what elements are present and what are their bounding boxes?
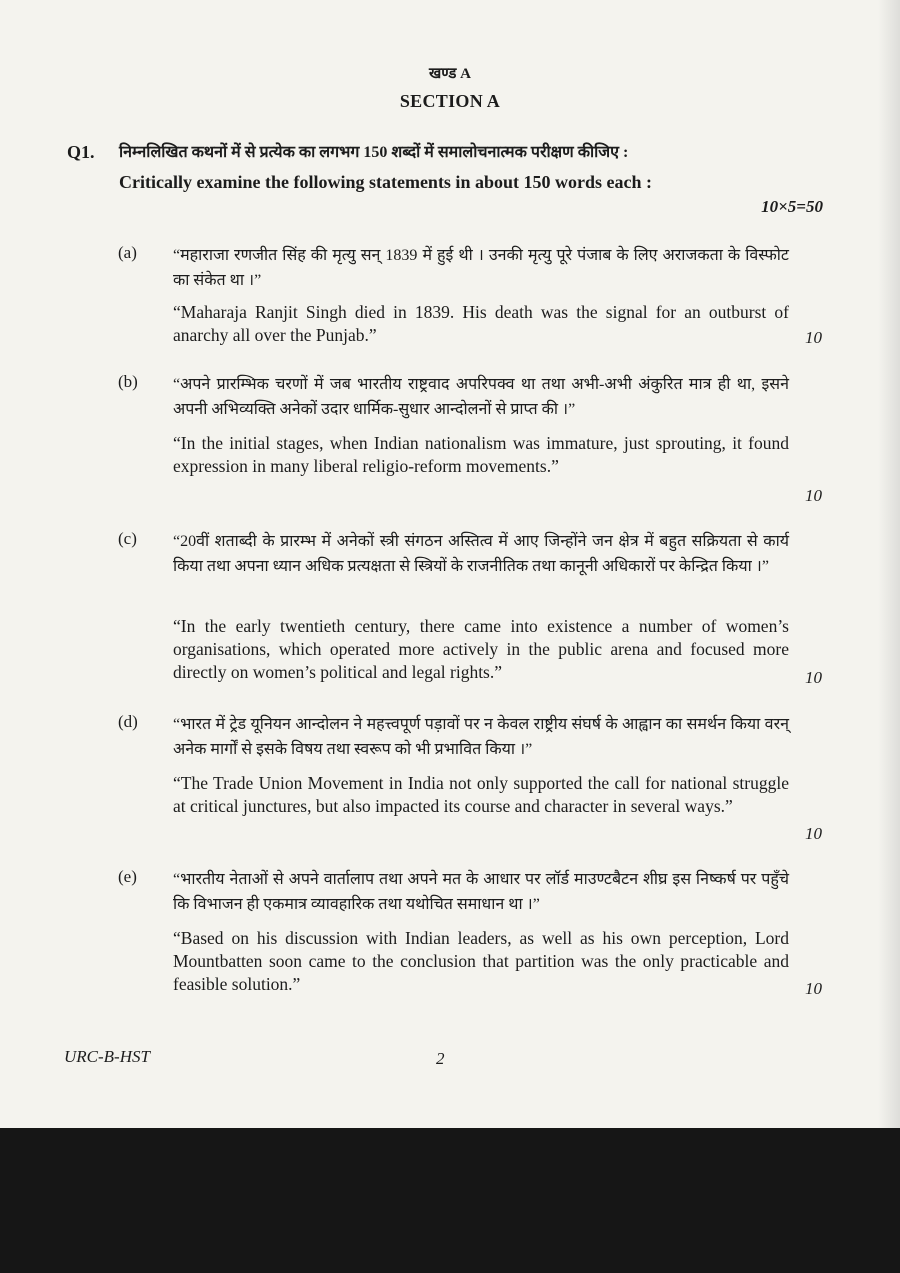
section-title-english: SECTION A xyxy=(399,91,501,111)
question-number: Q1. xyxy=(67,142,95,162)
scan-background xyxy=(0,1128,900,1273)
section-title-hindi: खण्ड A xyxy=(428,66,471,82)
statement-hindi: “20वीं शताब्दी के प्रारम्भ में अनेकों स्त्री संगठन अस्तित्व में आए जिन्होंने जन क्षेत्र में बहुत सक्रियता से कार्य किया तथा अपना ध्यान अधिक प्रत्यक्षता से स्त्रियों के राजनीतिक तथा कानूनी अधिकारों पर केन्द्रित किया ।” xyxy=(173,533,789,575)
statement-marks: 10 xyxy=(805,824,822,843)
paper-code: URC-B-HST xyxy=(64,1047,150,1066)
statement-hindi: “भारतीय नेताओं से अपने वार्तालाप तथा अपने मत के आधार पर लॉर्ड माउण्टबैटन शीघ्र इस निष्कर्ष पर पहुँचे कि विभाजन ही एकमात्र व्यावहारिक तथा यथोचित समाधान था ।” xyxy=(173,871,789,913)
question-marks: 10×5=50 xyxy=(761,197,823,216)
statement-english: “The Trade Union Movement in India not only supported the call for national struggle at critical junctures, but also impacted its course and character in several ways.” xyxy=(173,773,789,816)
statement-marks: 10 xyxy=(805,979,822,998)
statement-marks: 10 xyxy=(805,668,822,687)
statement-hindi: “महाराजा रणजीत सिंह की मृत्यु सन् 1839 में हुई थी । उनकी मृत्यु पूरे पंजाब के लिए अराजकता के विस्फोट का संकेत था ।” xyxy=(173,247,789,289)
question-instruction-english: Critically examine the following statements in about 150 words each : xyxy=(119,172,652,192)
statement-english: “Based on his discussion with Indian leaders, as well as his own perception, Lord Mountbatten soon came to the conclusion that partition was the only practicable and feasible solution.” xyxy=(173,928,789,994)
statement-marks: 10 xyxy=(805,486,822,505)
page-number: 2 xyxy=(436,1049,445,1068)
statement-marks: 10 xyxy=(805,328,822,347)
statement-english: “Maharaja Ranjit Singh died in 1839. His death was the signal for an outburst of anarchy all over the Punjab.” xyxy=(173,302,789,345)
statement-letter: (c) xyxy=(118,529,137,548)
question-instruction-hindi: निम्नलिखित कथनों में से प्रत्येक का लगभग 150 शब्दों में समालोचनात्मक परीक्षण कीजिए : xyxy=(119,144,629,161)
statement-letter: (e) xyxy=(118,867,137,886)
statement-hindi: “अपने प्रारम्भिक चरणों में जब भारतीय राष्ट्रवाद अपरिपक्व था तथा अभी-अभी अंकुरित मात्र ही था, इसने अपनी अभिव्यक्ति अनेकों उदार धार्मिक-सुधार आन्दोलनों से प्राप्त की ।” xyxy=(173,376,789,418)
statement-letter: (a) xyxy=(118,243,137,262)
statement-letter: (d) xyxy=(118,712,138,731)
statement-english: “In the initial stages, when Indian nationalism was immature, just sprouting, it found expression in many liberal religio-reform movements.” xyxy=(173,433,789,476)
statement-english: “In the early twentieth century, there came into existence a number of women’s organisations, which operated more actively in the public arena and focused more directly on women’s political and legal rights.” xyxy=(173,616,789,682)
statement-hindi: “भारत में ट्रेड यूनियन आन्दोलन ने महत्त्वपूर्ण पड़ावों पर न केवल राष्ट्रीय संघर्ष के आह्वान का समर्थन किया वरन् अनेक मार्गों से इसके विषय तथा स्वरूप को भी प्रभावित किया ।” xyxy=(173,716,789,758)
statement-letter: (b) xyxy=(118,372,138,391)
